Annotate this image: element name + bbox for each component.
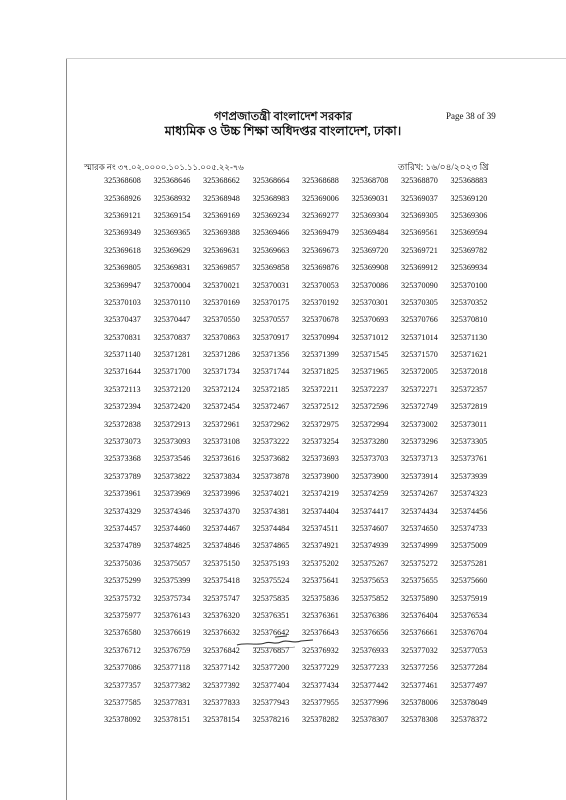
roll-number-cell: 325374484 xyxy=(252,524,290,533)
roll-number-cell: 325375009 xyxy=(450,541,488,551)
roll-number-cell: 325371545 xyxy=(351,350,389,360)
roll-number-cell: 325372005 xyxy=(401,367,438,377)
roll-number-cell: 325369831 xyxy=(153,263,191,273)
roll-number-cell: 325375890 xyxy=(401,593,438,603)
roll-number-cell: 325368664 xyxy=(252,176,290,186)
roll-number-cell: 325375836 xyxy=(302,593,339,603)
table-row xyxy=(104,433,500,450)
signature-mark xyxy=(235,633,315,651)
roll-number-cell: 325370103 xyxy=(104,297,141,307)
roll-number-cell: 325374370 xyxy=(203,506,240,516)
roll-number-cell: 325377392 xyxy=(203,680,240,690)
roll-number-cell: 325376351 xyxy=(252,610,290,620)
roll-number-cell: 325375057 xyxy=(153,558,191,568)
roll-number-cell: 325369484 xyxy=(351,228,389,238)
roll-number-cell: 325372512 xyxy=(302,402,339,412)
roll-number-cell: 325374404 xyxy=(302,506,339,516)
roll-number-cell: 325374789 xyxy=(104,541,141,551)
roll-number-cell: 325376619 xyxy=(153,628,191,638)
roll-number-cell: 325369934 xyxy=(450,263,488,273)
roll-number-cell: 325377497 xyxy=(450,680,488,690)
roll-number-cell: 325373900 xyxy=(351,471,389,481)
roll-number-cell: 325373073 xyxy=(104,437,141,447)
roll-number-cell: 325371700 xyxy=(153,367,191,377)
table-row xyxy=(104,450,500,467)
roll-number-cell: 325374434 xyxy=(401,506,438,516)
roll-number-cell: 325375655 xyxy=(401,576,438,586)
roll-number-cell: 325372211 xyxy=(302,384,339,394)
roll-number-cell: 325375641 xyxy=(302,576,339,586)
roll-number-cell: 325376933 xyxy=(351,645,389,655)
roll-number-cell: 325373761 xyxy=(450,454,488,464)
roll-number-cell: 325370169 xyxy=(203,297,240,307)
roll-number-cell: 325374457 xyxy=(104,524,141,533)
roll-number-cell: 325374825 xyxy=(153,541,191,551)
roll-number-cell: 325370550 xyxy=(203,315,240,325)
roll-number-cell: 325378049 xyxy=(450,697,488,707)
roll-number-cell: 325373914 xyxy=(401,471,438,481)
roll-number-cell: 325369805 xyxy=(104,263,141,273)
roll-number-cell: 325377357 xyxy=(104,680,141,690)
roll-number-cell: 325374511 xyxy=(302,524,339,533)
roll-number-cell: 325370437 xyxy=(104,315,141,325)
roll-number-cell: 325370693 xyxy=(351,315,389,325)
roll-number-cell: 325376361 xyxy=(302,610,339,620)
roll-number-cell: 325377434 xyxy=(302,680,339,690)
table-row xyxy=(104,502,500,519)
roll-number-cell: 325372357 xyxy=(450,384,488,394)
roll-number-cell: 325376642 xyxy=(252,628,290,638)
roll-number-cell: 325374921 xyxy=(302,541,339,551)
roll-number-cell: 325374999 xyxy=(401,541,438,551)
roll-number-cell: 325374329 xyxy=(104,506,141,516)
roll-number-cell: 325373878 xyxy=(252,471,290,481)
roll-number-cell: 325369306 xyxy=(450,210,488,220)
roll-number-cell: 325368883 xyxy=(450,176,488,186)
table-row xyxy=(104,259,500,276)
roll-number-cell: 325377053 xyxy=(450,645,488,655)
table-row xyxy=(104,172,500,189)
roll-number-cell: 325376704 xyxy=(450,628,488,638)
roll-number-cell: 325370831 xyxy=(104,332,141,342)
roll-number-cell: 325373969 xyxy=(153,489,191,499)
roll-number-cell: 325374733 xyxy=(450,524,488,533)
roll-number-cell: 325375660 xyxy=(450,576,488,586)
roll-number-cell: 325369561 xyxy=(401,228,438,238)
roll-number-cell: 325372394 xyxy=(104,402,141,412)
roll-number-cell: 325372185 xyxy=(252,384,290,394)
roll-number-cell: 325375272 xyxy=(401,558,438,568)
roll-number-cell: 325369629 xyxy=(153,245,191,255)
roll-number-cell: 325372120 xyxy=(153,384,191,394)
roll-number-cell: 325369031 xyxy=(351,193,389,203)
roll-number-cell: 325375150 xyxy=(203,558,240,568)
roll-number-cell: 325369782 xyxy=(450,245,488,255)
roll-number-cell: 325369365 xyxy=(153,228,191,238)
roll-number-cell: 325376759 xyxy=(153,645,191,655)
roll-number-cell: 325373682 xyxy=(252,454,290,464)
roll-number-cell: 325375835 xyxy=(252,593,290,603)
roll-number-cell: 325374323 xyxy=(450,489,488,499)
roll-number-cell: 325372467 xyxy=(252,402,290,412)
roll-number-cell: 325371644 xyxy=(104,367,141,377)
roll-number-cell: 325371621 xyxy=(450,350,488,360)
roll-number-cell: 325375747 xyxy=(203,593,240,603)
table-row xyxy=(104,589,500,606)
roll-number-cell: 325375299 xyxy=(104,576,141,586)
roll-number-cell: 325377256 xyxy=(401,663,438,673)
roll-number-cell: 325368646 xyxy=(153,176,191,186)
roll-number-cell: 325371286 xyxy=(203,350,240,360)
roll-number-cell: 325372124 xyxy=(203,384,240,394)
roll-number-cell: 325376712 xyxy=(104,645,141,655)
roll-number-cell: 325371744 xyxy=(252,367,290,377)
roll-number-cell: 325373822 xyxy=(153,471,191,481)
roll-number-cell: 325369594 xyxy=(450,228,488,238)
roll-number-cell: 325378154 xyxy=(203,715,240,725)
roll-number-cell: 325374417 xyxy=(351,506,389,516)
roll-number-cell: 325368983 xyxy=(252,193,290,203)
roll-number-cell: 325372271 xyxy=(401,384,438,394)
roll-number-cell: 325378092 xyxy=(104,715,141,725)
table-row xyxy=(104,415,500,432)
roll-number-cell: 325374219 xyxy=(302,489,339,499)
roll-number-cell: 325376656 xyxy=(351,628,389,638)
roll-number-cell: 325374346 xyxy=(153,506,191,516)
roll-number-cell: 325368932 xyxy=(153,193,191,203)
roll-number-cell: 325377943 xyxy=(252,697,290,707)
roll-number-cell: 325369120 xyxy=(450,193,488,203)
roll-number-cell: 325376857 xyxy=(252,645,290,655)
roll-number-cell: 325376320 xyxy=(203,610,240,620)
roll-number-cell: 325369234 xyxy=(252,210,290,220)
roll-number-cell: 325371399 xyxy=(302,350,339,360)
roll-number-cell: 325370837 xyxy=(153,332,191,342)
roll-number-cell: 325374607 xyxy=(351,524,389,533)
roll-number-cell: 325371570 xyxy=(401,350,438,360)
table-row xyxy=(104,659,500,676)
table-row xyxy=(104,242,500,259)
roll-number-cell: 325372749 xyxy=(401,402,438,412)
roll-number-cell: 325377833 xyxy=(203,697,240,707)
table-row xyxy=(104,346,500,363)
roll-number-cell: 325370352 xyxy=(450,297,488,307)
roll-number-cell: 325375919 xyxy=(450,593,488,603)
roll-number-cell: 325376932 xyxy=(302,645,339,655)
roll-number-cell: 325370110 xyxy=(153,297,191,307)
roll-number-cell: 325375267 xyxy=(351,558,389,568)
roll-number-cell: 325376143 xyxy=(153,610,191,620)
table-row xyxy=(104,398,500,415)
roll-number-cell: 325377118 xyxy=(153,663,191,673)
roll-number-cell: 325377585 xyxy=(104,697,141,707)
roll-number-cell: 325371965 xyxy=(351,367,389,377)
roll-number-cell: 325371281 xyxy=(153,350,191,360)
roll-number-cell: 325376842 xyxy=(203,645,240,655)
document-date: তারিখ: ১৬/০৪/২০২৩ খ্রি xyxy=(398,162,489,172)
roll-number-cell: 325369169 xyxy=(203,210,240,220)
roll-number-cell: 325370031 xyxy=(252,280,290,290)
roll-number-cell: 325372962 xyxy=(252,419,290,429)
roll-number-cell: 325373254 xyxy=(302,437,339,447)
roll-number-cell: 325368608 xyxy=(104,176,141,186)
roll-number-cell: 325377831 xyxy=(153,697,191,707)
table-row xyxy=(104,485,500,502)
roll-number-cell: 325373703 xyxy=(351,454,389,464)
roll-number-cell: 325378307 xyxy=(351,715,389,725)
roll-number-cell: 325371012 xyxy=(351,332,389,342)
roll-number-cell: 325371014 xyxy=(401,332,438,342)
roll-number-cell: 325370766 xyxy=(401,315,438,325)
table-row xyxy=(104,572,500,589)
roll-number-cell: 325375653 xyxy=(351,576,389,586)
table-row xyxy=(104,520,500,537)
roll-number-cell: 325373961 xyxy=(104,489,141,499)
roll-number-cell: 325372420 xyxy=(153,402,191,412)
roll-number-cell: 325377233 xyxy=(351,663,389,673)
roll-number-cell: 325374460 xyxy=(153,524,191,533)
roll-number-cell: 325369857 xyxy=(203,263,240,273)
roll-number-cell: 325369037 xyxy=(401,193,438,203)
roll-number-cell: 325369721 xyxy=(401,245,438,255)
table-row xyxy=(104,363,500,380)
roll-number-cell: 325372994 xyxy=(351,419,389,429)
roll-number-cell: 325370917 xyxy=(252,332,290,342)
roll-number-cell: 325373900 xyxy=(302,471,339,481)
roll-number-cell: 325370447 xyxy=(153,315,191,325)
memo-number: স্মারক নং ৩৭.০২.০০০০.১০১.১১.০০৫.২২-৭৬ xyxy=(84,162,244,172)
roll-number-cell: 325375732 xyxy=(104,593,141,603)
roll-number-cell: 325370021 xyxy=(203,280,240,290)
roll-number-cell: 325372018 xyxy=(450,367,488,377)
roll-number-cell: 325369304 xyxy=(351,210,389,220)
roll-number-cell: 325373108 xyxy=(203,437,240,447)
roll-number-cell: 325373939 xyxy=(450,471,488,481)
roll-number-cell: 325370810 xyxy=(450,315,488,325)
roll-number-cell: 325369912 xyxy=(401,263,438,273)
roll-number-cell: 325377229 xyxy=(302,663,339,673)
roll-number-cell: 325373296 xyxy=(401,437,438,447)
roll-number-cell: 325372237 xyxy=(351,384,389,394)
table-row xyxy=(104,555,500,572)
roll-number-cell: 325374381 xyxy=(252,506,290,516)
roll-number-cell: 325377461 xyxy=(401,680,438,690)
roll-number-cell: 325375193 xyxy=(252,558,290,568)
roll-number-cell: 325369631 xyxy=(203,245,240,255)
roll-number-cell: 325375281 xyxy=(450,558,488,568)
roll-number-cell: 325368948 xyxy=(203,193,240,203)
roll-number-cell: 325373789 xyxy=(104,471,141,481)
roll-number-cell: 325373011 xyxy=(450,419,488,429)
roll-number-cell: 325368926 xyxy=(104,193,141,203)
table-row xyxy=(104,381,500,398)
roll-number-cell: 325373713 xyxy=(401,454,438,464)
table-row xyxy=(104,276,500,293)
roll-number-cell: 325369618 xyxy=(104,245,141,255)
table-row xyxy=(104,189,500,206)
roll-number-cell: 325374846 xyxy=(203,541,240,551)
roll-number-cell: 325373996 xyxy=(203,489,240,499)
roll-number-cell: 325374650 xyxy=(401,524,438,533)
roll-number-cell: 325375418 xyxy=(203,576,240,586)
roll-number-cell: 325370090 xyxy=(401,280,438,290)
roll-number-cell: 325376643 xyxy=(302,628,339,638)
roll-number-cell: 325369006 xyxy=(302,193,339,203)
roll-number-cell: 325368708 xyxy=(351,176,389,186)
table-row xyxy=(104,694,500,711)
roll-number-cell: 325372961 xyxy=(203,419,240,429)
roll-number-cell: 325371140 xyxy=(104,350,141,360)
table-row xyxy=(104,537,500,554)
roll-number-cell: 325374865 xyxy=(252,541,290,551)
roll-number-cell: 325377382 xyxy=(153,680,191,690)
roll-number-cell: 325377086 xyxy=(104,663,141,673)
roll-number-cell: 325374259 xyxy=(351,489,389,499)
roll-number-cell: 325369908 xyxy=(351,263,389,273)
roll-number-cell: 325371734 xyxy=(203,367,240,377)
roll-number-cell: 325377996 xyxy=(351,697,389,707)
scan-top-line xyxy=(66,58,566,59)
roll-number-cell: 325369947 xyxy=(104,280,141,290)
roll-number-cell: 325370100 xyxy=(450,280,488,290)
org-title: গণপ্রজাতন্ত্রী বাংলাদেশ সরকার xyxy=(213,111,353,123)
roll-number-cell: 325371356 xyxy=(252,350,290,360)
roll-number-cell: 325369305 xyxy=(401,210,438,220)
roll-number-cell: 325370004 xyxy=(153,280,191,290)
table-row xyxy=(104,607,500,624)
roll-number-cell: 325372454 xyxy=(203,402,240,412)
roll-number-cell: 325378151 xyxy=(153,715,191,725)
roll-number-cell: 325375524 xyxy=(252,576,290,586)
roll-number-cell: 325376632 xyxy=(203,628,240,638)
roll-number-cell: 325373280 xyxy=(351,437,389,447)
roll-number-cell: 325374939 xyxy=(351,541,389,551)
roll-number-cell: 325372975 xyxy=(302,419,339,429)
roll-number-cell: 325372596 xyxy=(351,402,389,412)
roll-number-cell: 325373002 xyxy=(401,419,438,429)
roll-number-cell: 325368662 xyxy=(203,176,240,186)
roll-number-cell: 325369466 xyxy=(252,228,290,238)
roll-number-cell: 325378006 xyxy=(401,697,438,707)
roll-number-cell: 325377284 xyxy=(450,663,488,673)
roll-number-cell: 325373222 xyxy=(252,437,290,447)
page-number: Page 38 of 39 xyxy=(446,111,496,121)
roll-number-cell: 325374456 xyxy=(450,506,488,516)
roll-number-cell: 325375036 xyxy=(104,558,141,568)
roll-number-cell: 325369858 xyxy=(252,263,290,273)
table-row xyxy=(104,224,500,241)
roll-number-cell: 325369479 xyxy=(302,228,339,238)
roll-number-cell: 325376386 xyxy=(351,610,389,620)
roll-number-cell: 325372113 xyxy=(104,384,141,394)
roll-number-cell: 325373368 xyxy=(104,454,141,464)
roll-number-cell: 325373693 xyxy=(302,454,339,464)
roll-number-cell: 325373616 xyxy=(203,454,240,464)
roll-number-cell: 325375399 xyxy=(153,576,191,586)
roll-number-cell: 325372913 xyxy=(153,419,191,429)
roll-number-cell: 325374021 xyxy=(252,489,290,499)
roll-number-cell: 325378308 xyxy=(401,715,438,725)
roll-number-cell: 325370192 xyxy=(302,297,339,307)
roll-number-cell: 325375202 xyxy=(302,558,339,568)
roll-number-cell: 325369154 xyxy=(153,210,191,220)
roll-number-cell: 325375734 xyxy=(153,593,191,603)
table-row xyxy=(104,311,500,328)
roll-number-cell: 325376580 xyxy=(104,628,141,638)
roll-number-cell: 325370863 xyxy=(203,332,240,342)
roll-number-cell: 325370557 xyxy=(252,315,290,325)
roll-number-cell: 325369277 xyxy=(302,210,339,220)
roll-number-cell: 325376661 xyxy=(401,628,438,638)
roll-number-cell: 325370678 xyxy=(302,315,339,325)
roll-number-cell: 325377032 xyxy=(401,645,438,655)
roll-number-cell: 325374267 xyxy=(401,489,438,499)
roll-number-cell: 325376404 xyxy=(401,610,438,620)
roll-number-cell: 325377142 xyxy=(203,663,240,673)
roll-number-cell: 325372838 xyxy=(104,419,141,429)
roll-number-cell: 325370175 xyxy=(252,297,290,307)
roll-number-cell: 325370086 xyxy=(351,280,389,290)
table-row xyxy=(104,676,500,693)
roll-number-cell: 325369121 xyxy=(104,210,141,220)
roll-number-cell: 325378282 xyxy=(302,715,339,725)
roll-number-cell: 325377442 xyxy=(351,680,389,690)
roll-number-cell: 325370994 xyxy=(302,332,339,342)
roll-number-cell: 325369349 xyxy=(104,228,141,238)
roll-number-cell: 325376534 xyxy=(450,610,488,620)
roll-number-cell: 325369663 xyxy=(252,245,290,255)
roll-number-cell: 325368870 xyxy=(401,176,438,186)
roll-number-cell: 325370301 xyxy=(351,297,389,307)
roll-number-cell: 325373834 xyxy=(203,471,240,481)
roll-number-cell: 325369388 xyxy=(203,228,240,238)
table-row xyxy=(104,329,500,346)
roll-number-cell: 325378216 xyxy=(252,715,290,725)
roll-number-cell: 325372819 xyxy=(450,402,488,412)
roll-number-cell: 325377200 xyxy=(252,663,290,673)
roll-number-cell: 325369673 xyxy=(302,245,339,255)
roll-number-cell: 325368688 xyxy=(302,176,339,186)
roll-number-cell: 325373546 xyxy=(153,454,191,464)
roll-number-cell: 325374467 xyxy=(203,524,240,533)
roll-number-cell: 325378372 xyxy=(450,715,488,725)
roll-number-cell: 325373093 xyxy=(153,437,191,447)
roll-number-cell: 325369720 xyxy=(351,245,389,255)
roll-number-cell: 325371130 xyxy=(450,332,488,342)
table-row xyxy=(104,294,500,311)
table-row xyxy=(104,468,500,485)
table-row xyxy=(104,711,500,728)
roll-number-cell: 325375852 xyxy=(351,593,389,603)
roll-number-cell: 325377404 xyxy=(252,680,290,690)
scan-edge-line xyxy=(66,58,67,800)
roll-number-cell: 325377955 xyxy=(302,697,339,707)
department-title: মাধ্যমিক ও উচ্চ শিক্ষা অধিদপ্তর বাংলাদেশ, ঢাকা। xyxy=(164,124,402,138)
roll-number-cell: 325375977 xyxy=(104,610,141,620)
roll-number-cell: 325373305 xyxy=(450,437,488,447)
table-row xyxy=(104,207,500,224)
roll-number-cell: 325370305 xyxy=(401,297,438,307)
roll-number-cell: 325371825 xyxy=(302,367,339,377)
roll-number-cell: 325369876 xyxy=(302,263,339,273)
roll-number-cell: 325370053 xyxy=(302,280,339,290)
